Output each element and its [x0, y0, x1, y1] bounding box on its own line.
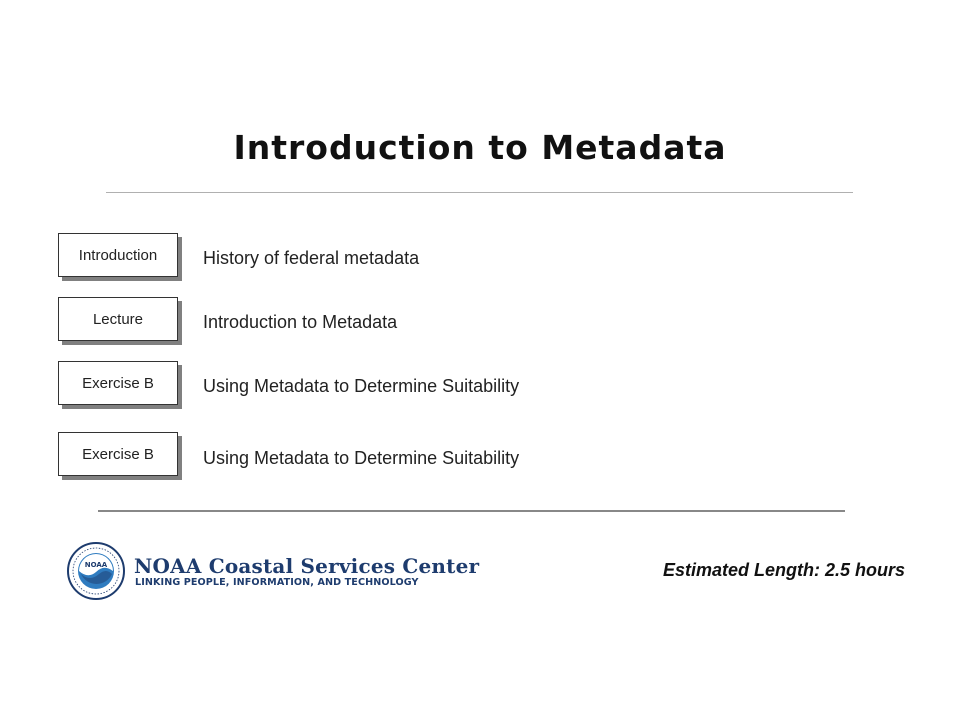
org-tagline: LINKING PEOPLE, INFORMATION, AND TECHNOLOGY [135, 577, 419, 588]
agenda-label-introduction: Introduction [58, 233, 178, 277]
agenda-description-exercise-b-1: Using Metadata to Determine Suitability [203, 376, 520, 396]
agenda-description-introduction: History of federal metadata [203, 248, 420, 268]
agenda-description-exercise-b-2: Using Metadata to Determine Suitability [203, 448, 520, 468]
org-name: NOAA Coastal Services Center [134, 554, 480, 578]
slide-title: Introduction to Metadata [233, 128, 727, 167]
title-divider [106, 192, 853, 193]
noaa-seal-icon [66, 538, 126, 604]
estimated-length: Estimated Length: 2.5 hours [662, 560, 905, 580]
agenda-label-exercise-b-1: Exercise B [58, 361, 178, 405]
agenda-label-exercise-b-2: Exercise B [58, 432, 178, 476]
seal-text: NOAA [84, 561, 108, 569]
noaa-logo [66, 538, 480, 604]
footer-divider [98, 510, 845, 512]
agenda-description-lecture: Introduction to Metadata [203, 312, 398, 332]
agenda-label-lecture: Lecture [58, 297, 178, 341]
